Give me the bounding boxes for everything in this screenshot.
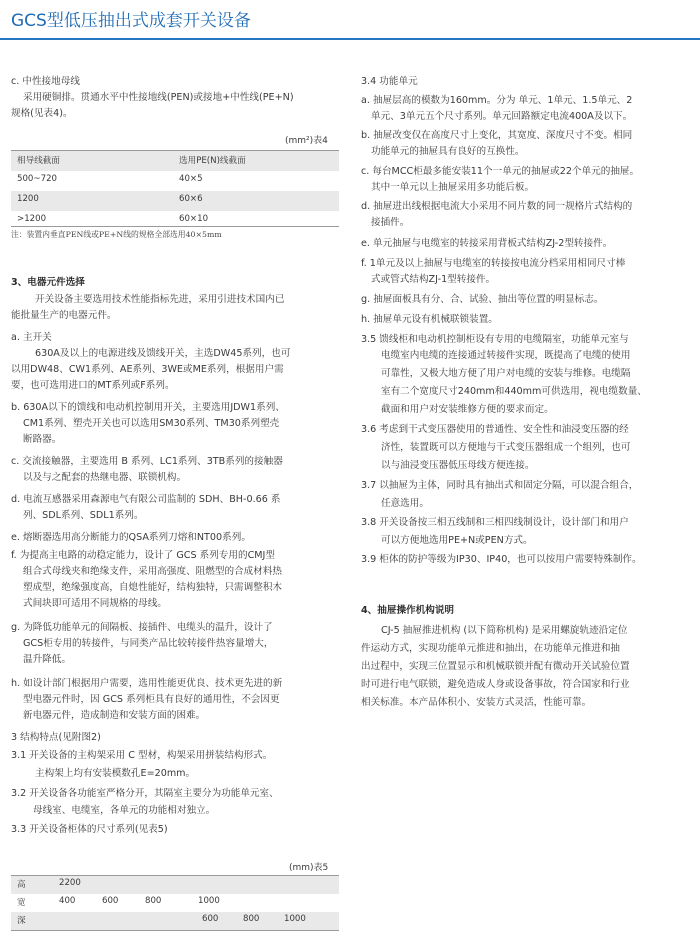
paragraph-line: 母线室、电缆室，各单元的功能相对独立。 (33, 805, 216, 816)
paragraph-line: 采用硬铜排。贯通水平中性接地线(PEN)或接地+中性线(PE+N) (23, 92, 294, 103)
list-item: d. 电流互感器采用森源电气有限公司监制的 SDH、BH-0.66 系 (11, 494, 281, 505)
table-cell: 40×5 (179, 174, 203, 184)
paragraph-line: 列、SDL系列、SDL1系列。 (23, 510, 144, 521)
paragraph-line: 任意选用。 (381, 498, 429, 509)
table5-unit: (mm)表5 (289, 863, 329, 873)
list-item: h. 如设计部门根据用户需要，选用性能更优良、技术更先进的新 (11, 678, 283, 689)
paragraph-line: 温升降低。 (23, 654, 71, 665)
table5-row-label: 高 (17, 880, 26, 890)
table5-row-width (11, 894, 339, 912)
paragraph-line: 室有二个宽度尺寸240mm和440mm可供选用，视电缆数量、 (381, 386, 647, 397)
table-row (11, 211, 339, 231)
table-cell: 800 (243, 914, 260, 924)
paragraph-line: 组合式母线夹和绝缘支件，采用高强度、阻燃型的合成材料热 (23, 566, 283, 577)
list-item: f. 1单元及以上抽屉与电缆室的转接按电流分档采用相同尺寸棒 (361, 258, 626, 269)
section-heading: 3.4 功能单元 (361, 76, 418, 87)
table-cell: 2200 (59, 878, 81, 888)
list-item: e. 熔断器选用高分断能力的QSA系列刀熔和NT00系列。 (11, 532, 251, 543)
paragraph-line: 开关设备主要选用技术性能指标先进，采用引进技术国内已 (35, 294, 285, 305)
list-item: a. 抽屉层高的模数为160mm。分为 单元、1单元、1.5单元、2 (361, 95, 633, 106)
list-item: c. 交流接触器，主要选用 B 系列、LC1系列、3TB系列的接触器 (11, 456, 283, 467)
paragraph-line: 式间块即可适用不同规格的母线。 (23, 598, 167, 609)
list-item: d. 抽屉进出线根据电流大小采用不同片数的同一规格片式结构的 (361, 201, 633, 212)
paragraph-line: GCS柜专用的转接件，与同类产品比较转接件热容量增大， (23, 638, 274, 649)
paragraph-line: 单元、3单元五个尺寸系列。单元回路额定电流400A及以下。 (371, 111, 633, 122)
table-cell: >1200 (17, 214, 47, 224)
table-cell: 1200 (17, 194, 39, 204)
paragraph-line: CJ-5 抽屉推进机构 (以下简称机构) 是采用螺旋轨迹沿定位 (381, 625, 628, 636)
table-cell: 500~720 (17, 174, 58, 184)
table4-header-cell: 相导线截面 (17, 156, 60, 166)
paragraph-line: 断路器。 (23, 434, 62, 445)
paragraph-line: 能批量生产的电器元件。 (11, 310, 117, 321)
table-cell: 1000 (284, 914, 306, 924)
table5-row-label: 深 (17, 916, 26, 926)
paragraph-line: 以及与之配套的热继电器、联锁机构。 (23, 472, 187, 483)
table-cell: 60×10 (179, 214, 209, 224)
paragraph-line: 时可进行电气联锁，避免造成人身或设备事故，符合国家和行业 (361, 679, 630, 690)
paragraph-line: 其中一单元以上抽屉采用多功能后板。 (371, 182, 535, 193)
paragraph-line: 济性，装置既可以方便地与干式变压器组成一个组列，也可 (381, 442, 631, 453)
list-item: c. 每台MCC柜最多能安装11个一单元的抽屉或22个单元的抽屉。 (361, 166, 640, 177)
table-cell: 600 (102, 896, 119, 906)
table4-header-row (11, 151, 339, 171)
list-item: b. 抽屉改变仅在高度尺寸上变化，其宽度、深度尺寸不变。相同 (361, 130, 633, 141)
table5-row-label: 宽 (17, 898, 26, 908)
paragraph-line: CM1系列、塑壳开关也可以选用SM30系列、TM30系列塑壳 (23, 418, 280, 429)
table-row (11, 171, 339, 191)
paragraph-line: 可靠性，又极大地方便了用户对电缆的安装与维修。电缆隔 (381, 368, 631, 379)
section-heading: 4、抽屉操作机构说明 (361, 605, 455, 616)
list-item: g. 为降低功能单元的间隔板、接插件、电缆头的温升，设计了 (11, 622, 273, 633)
paragraph-line: 相关标准。本产品体积小、安装方式灵活，性能可靠。 (361, 697, 592, 708)
paragraph-line: 630A及以上的电源进线及馈线开关，主选DW45系列，也可 (35, 348, 291, 359)
list-item: 3.5 馈线柜和电动机控制柜设有专用的电缆隔室，功能单元室与 (361, 334, 629, 345)
paragraph-line: 规格(见表4)。 (11, 108, 73, 119)
paragraph-line: 可以方便地选用PE+N或PEN方式。 (381, 535, 533, 546)
list-item: 3.1 开关设备的主构架采用 C 型材，构架采用拼装结构形式。 (11, 750, 273, 761)
list-item: 3.3 开关设备柜体的尺寸系列(见表5) (11, 824, 168, 835)
paragraph-line: 电缆室内电缆的连接通过转接件实现，既提高了电缆的使用 (381, 350, 631, 361)
section-heading: 3、电器元件选择 (11, 277, 85, 288)
list-item: h. 抽屉单元设有机械联锁装置。 (361, 314, 498, 325)
paragraph-line: 要，也可选用进口的MT系列或F系列。 (11, 380, 175, 391)
list-item: 3.9 柜体的防护等级为IP30、IP40，也可以按用户需要特殊制作。 (361, 554, 642, 565)
list-item: a. 主开关 (11, 332, 52, 343)
paragraph-line: 以与油浸变压器低压母线方便连接。 (381, 460, 535, 471)
list-item: 3.2 开关设备各功能室严格分开，其隔室主要分为功能单元室、 (11, 788, 279, 799)
paragraph-line: 塑成型，绝缘强度高，自熄性能好，结构独特，只需调整积木 (23, 582, 283, 593)
list-item: f. 为提高主电路的动稳定能力，设计了 GCS 系列专用的CMJ型 (11, 550, 275, 561)
table4-note: 注：装置内垂直PEN线或PE+N线的规格全部选用40×5mm (11, 230, 222, 239)
list-item: g. 抽屉面板具有分、合、试验、抽出等位置的明显标志。 (361, 294, 604, 305)
list-item: 3.8 开关设备按三相五线制和三相四线制设计，设计部门和用户 (361, 517, 629, 528)
table-cell: 400 (59, 896, 76, 906)
table-cell: 1000 (198, 896, 220, 906)
section-heading: 3 结构特点(见附图2) (11, 732, 101, 743)
title-divider (0, 38, 700, 40)
list-item: b. 630A以下的馈线和电动机控制用开关，主要选用JDW1系列、 (11, 402, 285, 413)
table4-unit: (mm²)表4 (285, 136, 328, 146)
table5-row-height (11, 876, 339, 894)
paragraph-line: 以用DW48、CW1系列、AE系列、3WE或ME系列，根据用户需 (11, 364, 284, 375)
table-row (11, 191, 339, 211)
paragraph-line: 件运动方式，实现功能单元推进和抽出，在功能单元推进和抽 (361, 643, 621, 654)
paragraph-line: 出过程中，实现三位置显示和机械联锁并配有微动开关试验位置 (361, 661, 630, 672)
paragraph-line: 截面和用户对安装维修方便的要求而定。 (381, 404, 554, 415)
table4-header-cell: 选用PE(N)线截面 (179, 156, 246, 166)
page-title: GCS型低压抽出式成套开关设备 (11, 11, 251, 31)
table-cell: 800 (145, 896, 162, 906)
list-item: 3.6 考虑到干式变压器使用的普通性、安全性和油浸变压器的经 (361, 424, 629, 435)
paragraph-line: 接插件。 (371, 217, 410, 228)
list-item: 3.7 以抽屉为主体，同时具有抽出式和固定分隔，可以混合组合， (361, 480, 639, 491)
paragraph-line: 功能单元的抽屉具有良好的互换性。 (371, 146, 525, 157)
table-rule (11, 930, 339, 931)
paragraph-line: 型电器元件时，因 GCS 系列柜具有良好的通用性，不会因更 (23, 694, 280, 705)
table-cell: 60×6 (179, 194, 203, 204)
table5-row-depth (11, 912, 339, 930)
paragraph-line: 式或管式结构ZJ-1型转接件。 (371, 274, 496, 285)
list-item: e. 单元抽屉与电缆室的转接采用背板式结构ZJ-2型转接件。 (361, 238, 613, 249)
table-cell: 600 (202, 914, 219, 924)
paragraph-line: 新电器元件，造成制造和安装方面的困难。 (23, 710, 206, 721)
table-rule (11, 226, 339, 227)
neutral-busbar-heading: c. 中性接地母线 (11, 76, 80, 87)
paragraph-line: 主构架上均有安装模数孔E=20mm。 (35, 768, 196, 779)
